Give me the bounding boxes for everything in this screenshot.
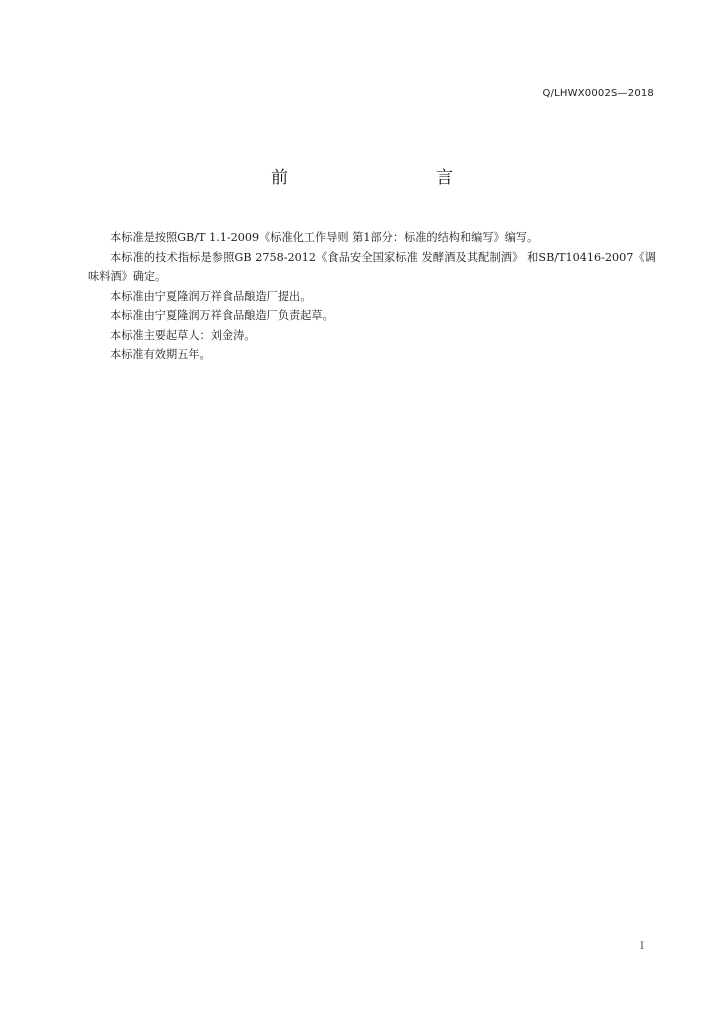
paragraph-format-basis: 本标准是按照GB/T 1.1-2009《标准化工作导则 第1部分：标准的结构和编写》编写。 <box>110 231 539 244</box>
paragraph-validity: 本标准有效期五年。 <box>110 348 211 361</box>
foreword-body <box>88 228 656 365</box>
page-number: I <box>640 941 644 952</box>
section-title: 前 言 <box>271 168 491 188</box>
paragraph-drafting-unit: 本标准由宁夏隆润万祥食品酿造厂负责起草。 <box>110 309 334 322</box>
paragraph-technical-basis: 本标准的技术指标是参照GB 2758-2012《食品安全国家标准 发酵酒及其配制酒》 和SB/T10416-2007《调味料酒》确定。 <box>88 250 656 283</box>
paragraph-proposer: 本标准由宁夏隆润万祥食品酿造厂提出。 <box>110 289 312 303</box>
standard-code: Q/LHWX0002S—2018 <box>542 88 654 99</box>
paragraph-main-drafter: 本标准主要起草人：刘金涛。 <box>110 328 256 342</box>
